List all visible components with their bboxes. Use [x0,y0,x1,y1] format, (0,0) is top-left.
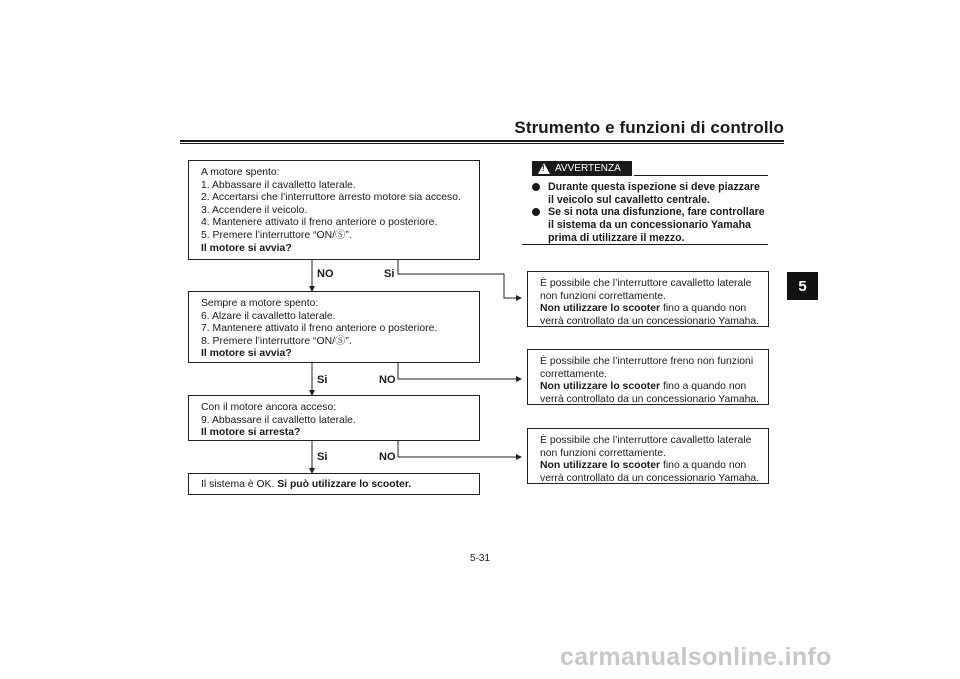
result-line: verrà controllato da un concessionario Yamaha. [540,393,760,405]
final-bold: Si può utilizzare lo scooter. [277,479,412,490]
bullet-icon [532,208,540,216]
warning-item [532,181,768,207]
result-rest: fino a quando non [660,381,747,393]
flow-result-brake [527,349,769,405]
step1-line: 1. Abbassare il cavalletto laterale. [201,179,356,191]
step3-line: Con il motore ancora acceso: [201,402,337,413]
result-rest: fino a quando non [660,460,747,472]
watermark: carmanualsonline.info [560,643,832,671]
result-line [540,381,756,394]
result-line: correttamente. [540,368,607,380]
flow-result-sidestand-2 [527,428,769,484]
result-bold: Non utilizzare lo scooter [540,460,661,472]
step1-line: A motore spento: [201,167,280,178]
result-line: verrà controllato da un concessionario Yamaha. [540,472,760,484]
step1-question: Il motore si avvia? [201,242,292,254]
flow-step-3 [188,395,480,441]
step2-line: 7. Mantenere attivato il freno anteriore o posteriore. [201,323,438,335]
result-bold: Non utilizzare lo scooter [540,303,661,315]
flow-step-2 [188,291,480,363]
flow-step-1 [188,160,480,260]
warning-item [532,206,768,245]
step2-line: Sempre a motore spento: [201,298,319,309]
warning-item-line: Durante questa ispezione si deve piazzare [548,181,760,193]
warning-label: AVVERTENZA [555,163,621,174]
result-line: È possibile che l’interruttore freno non funzioni [540,356,754,367]
warning-badge [532,161,632,176]
warning-item-line: il sistema da un concessionario Yamaha [548,219,751,231]
flow-final-ok [188,473,480,495]
final-prefix: Il sistema è OK. [201,479,275,490]
warning-triangle-icon: ! [538,163,550,174]
step2-line: 8. Premere l’interruttore “ON/Ⓢ”. [201,335,352,347]
branch3-down-label: Si [317,451,328,463]
branch1-right-label: Si [384,268,395,280]
warning-item-line: Se si nota una disfunzione, fare controllare [548,206,765,218]
result-line: È possibile che l’interruttore cavalletto laterale [540,435,752,446]
branch2-right-label: NO [379,374,396,386]
step3-line: 9. Abbassare il cavalletto laterale. [201,414,356,426]
step3-question: Il motore si arresta? [201,427,301,439]
arrow-step2-right [398,363,521,379]
warning-rule-bottom [522,244,768,245]
chapter-tab[interactable]: 5 [787,272,818,300]
branch1-down-label: NO [317,268,334,280]
warning-item-line: prima di utilizzare il mezzo. [548,232,685,244]
page-number: 5-31 [469,553,490,564]
step1-line: 5. Premere l’interruttore “ON/Ⓢ”. [201,229,352,241]
page-title: Strumento e funzioni di controllo [514,118,784,137]
warning-item-line: il veicolo sul cavalletto centrale. [548,194,710,206]
branch3-right-label: NO [379,451,396,463]
step2-question: Il motore si avvia? [201,348,292,360]
result-line [540,460,756,473]
result-line [540,303,756,316]
arrow-step3-right [398,441,521,457]
result-line: È possibile che l’interruttore cavalletto laterale [540,278,752,289]
result-rest: fino a quando non [660,303,747,315]
step1-line: 3. Accendere il veicolo. [201,204,308,216]
step1-line: 4. Mantenere attivato il freno anteriore o posteriore. [201,217,438,229]
step2-line: 6. Alzare il cavalletto laterale. [201,310,336,322]
bullet-icon [532,183,540,191]
warning-rule-top [634,175,768,176]
flow-result-sidestand-1 [527,271,769,327]
step1-line: 2. Accertarsi che l’interruttore arresto motore sia acceso. [201,192,461,204]
result-line: non funzioni correttamente. [540,290,666,302]
result-line: non funzioni correttamente. [540,447,666,459]
result-bold: Non utilizzare lo scooter [540,381,661,393]
branch2-down-label: Si [317,374,328,386]
result-line: verrà controllato da un concessionario Yamaha. [540,315,760,327]
